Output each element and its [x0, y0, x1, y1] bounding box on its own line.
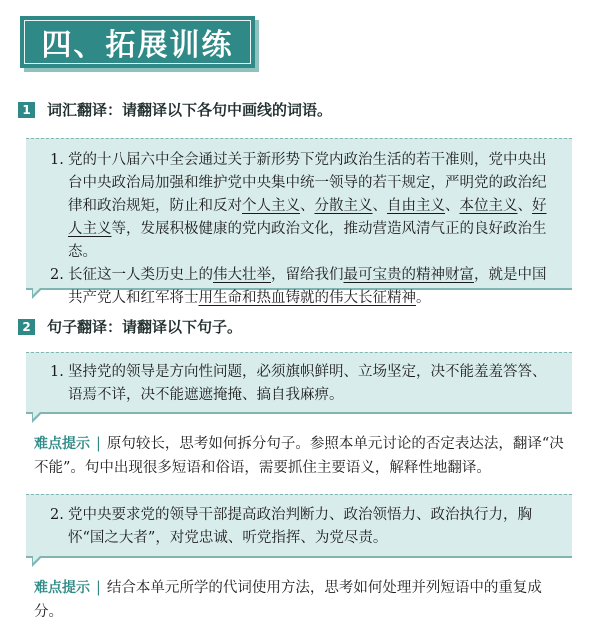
underlined-term: 自由主义: [387, 198, 445, 214]
section-1-heading: [18, 99, 332, 120]
section-2-heading-text: 句子翻译：请翻译以下句子。: [47, 318, 243, 336]
speech-tail-inner: [33, 288, 40, 295]
separator: 、: [300, 198, 315, 214]
hint-text: 结合本单元所学的代词使用方法，思考如何处理并列短语中的重复成分。: [34, 580, 542, 620]
section-1-number-badge: 1: [18, 102, 35, 118]
vocab-item-2-text: ，留给我们: [271, 267, 344, 283]
vocab-item-2-index: 2.: [50, 267, 64, 283]
underlined-term: 好人主义: [68, 198, 547, 237]
separator: 、: [372, 198, 387, 214]
sentence-item-1: [26, 361, 572, 407]
underlined-term: 最可宝贵的精神财富: [343, 267, 474, 283]
vocab-item-1: [26, 149, 572, 264]
difficulty-hint-1: [34, 432, 564, 480]
vocab-item-1-index: 1.: [50, 152, 64, 168]
sentence-item-1-text: 坚持党的领导是方向性问题，必须旗帜鲜明、立场坚定，决不能羞羞答答、语焉不详，决不能遮遮掩掩、搞自我麻痹。: [68, 364, 547, 403]
underlined-term: 本位主义: [459, 198, 518, 214]
section-1-heading-text: 词汇翻译：请翻译以下各句中画线的词语。: [47, 101, 333, 119]
sentence-item-2-index: 2.: [50, 507, 64, 523]
hint-separator: |: [96, 436, 101, 452]
page-title: 四、拓展训练: [41, 28, 234, 63]
vocab-item-1-text-end: 等，发展积极健康的党内政治文化，推动营造风清气正的良好政治生态。: [68, 221, 547, 260]
hint-separator: |: [96, 580, 101, 596]
hint-text: 原句较长，思考如何拆分句子。参照本单元讨论的否定表达法，翻译“决不能”。句中出现很多短语和俗语，需要抓住主要语义，解释性地翻译。: [34, 436, 564, 476]
vocab-item-2-text: 长征这一人类历史上的: [68, 267, 213, 283]
sentence-box-1: [26, 352, 572, 414]
sentence-box-2: [26, 494, 572, 558]
separator: 、: [517, 198, 532, 214]
section-2-number-badge: 2: [18, 319, 35, 335]
speech-tail-inner: [33, 412, 40, 419]
underlined-term: 个人主义: [242, 198, 300, 214]
underlined-term: 用生命和热血铸就的伟大长征精神: [198, 290, 416, 306]
separator: 、: [445, 198, 460, 214]
sentence-item-2: [26, 504, 572, 550]
vocab-item-2-text-end: 。: [416, 290, 431, 306]
hint-label: 难点提示: [34, 580, 90, 596]
section-1-exercise-box: [26, 138, 572, 306]
sentence-item-2-text: 党中央要求党的领导干部提高政治判断力、政治领悟力、政治执行力，胸怀“国之大者”，对党忠诚、听党指挥、为党尽责。: [68, 507, 532, 546]
underlined-term: 分散主义: [314, 198, 373, 214]
hint-label: 难点提示: [34, 436, 90, 452]
section-title-banner: [20, 16, 255, 68]
vocab-item-2: [26, 264, 572, 310]
speech-tail-inner: [33, 556, 40, 563]
vocab-item-2-text: ，就是中国共产党人和红军将士: [68, 267, 547, 306]
difficulty-hint-2: [34, 576, 564, 624]
vocab-item-1-text: 党的十八届六中全会通过关于新形势下党内政治生活的若干准则，党中央出台中央政治局加强和维护党中央集中统一领导的若干规定，严明党的政治纪律和政治规矩，防止和反对: [68, 152, 547, 214]
section-2-heading: [18, 316, 242, 337]
sentence-item-1-index: 1.: [50, 364, 64, 380]
underlined-term: 伟大壮举: [213, 267, 271, 283]
